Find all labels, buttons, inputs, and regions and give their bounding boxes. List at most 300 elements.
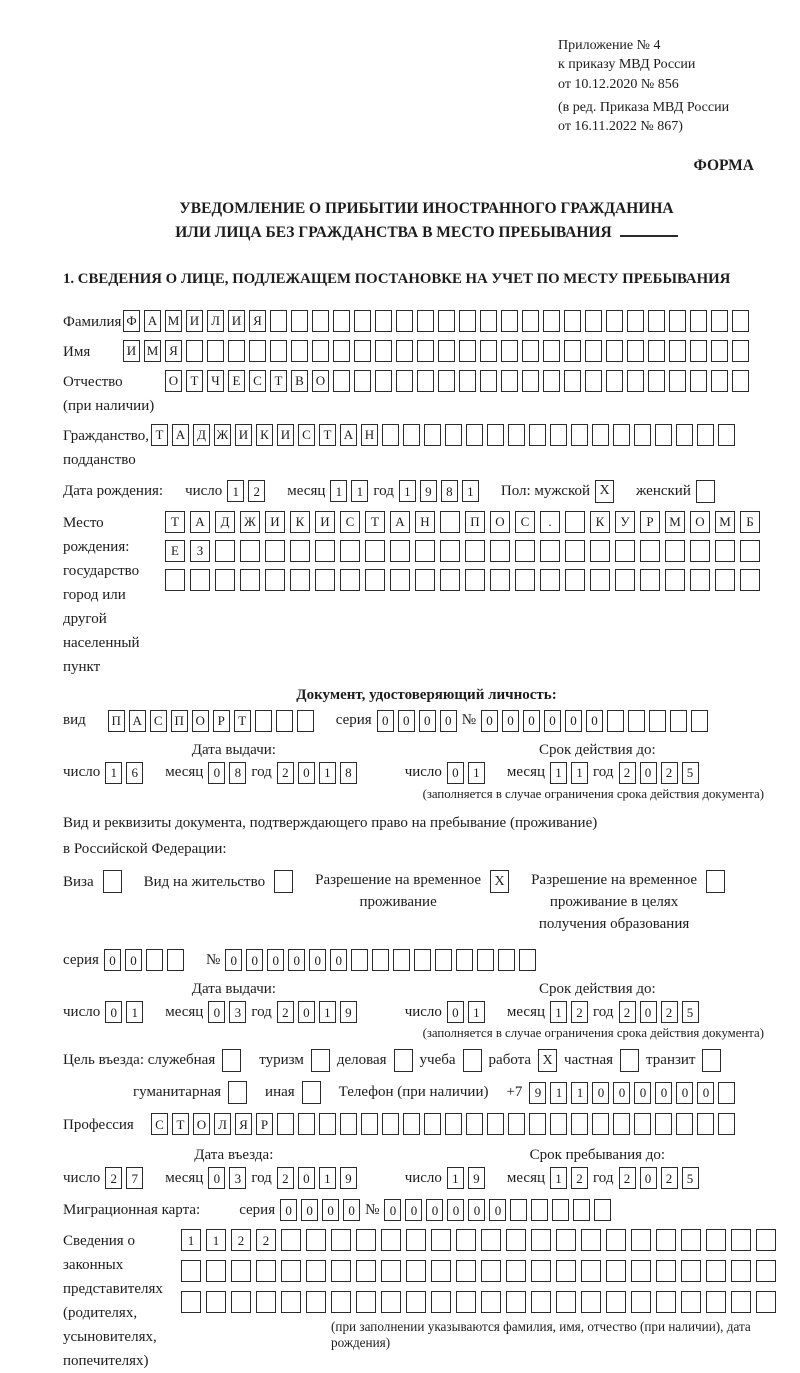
char-cell[interactable]: 9 [340,1167,357,1189]
char-cell[interactable]: И [235,424,252,446]
char-cell[interactable] [501,370,518,392]
char-cell[interactable]: 0 [565,710,582,732]
char-cell[interactable] [215,540,235,562]
char-cell[interactable]: Я [249,310,266,332]
char-cell[interactable] [648,370,665,392]
char-cell[interactable]: 0 [225,949,242,971]
char-cell[interactable]: 0 [105,1001,122,1023]
char-cell[interactable] [459,310,476,332]
char-cell[interactable]: О [312,370,329,392]
char-cell[interactable] [396,340,413,362]
char-cell[interactable] [459,370,476,392]
char-cell[interactable] [365,540,385,562]
char-cell[interactable]: 6 [126,762,143,784]
char-cell[interactable] [265,569,285,591]
char-cell[interactable] [515,569,535,591]
char-cell[interactable] [732,370,749,392]
char-cell[interactable] [606,1291,626,1313]
char-cell[interactable] [585,310,602,332]
char-cell[interactable]: 1 [550,1001,567,1023]
char-cell[interactable] [365,569,385,591]
char-cell[interactable]: 0 [640,1001,657,1023]
char-cell[interactable] [276,710,293,732]
char-cell[interactable] [665,540,685,562]
char-cell[interactable] [731,1291,751,1313]
char-cell[interactable]: 9 [340,1001,357,1023]
char-cell[interactable] [640,569,660,591]
char-cell[interactable]: 0 [419,710,436,732]
char-cell[interactable] [506,1291,526,1313]
char-cell[interactable] [240,540,260,562]
char-cell[interactable] [565,511,585,533]
char-cell[interactable] [396,370,413,392]
char-cell[interactable]: 1 [468,1001,485,1023]
char-cell[interactable] [556,1229,576,1251]
char-cell[interactable] [706,1291,726,1313]
char-cell[interactable]: 0 [634,1082,651,1104]
char-cell[interactable]: 1 [206,1229,226,1251]
char-cell[interactable] [510,1199,527,1221]
char-cell[interactable] [466,424,483,446]
char-cell[interactable] [445,424,462,446]
char-cell[interactable] [715,569,735,591]
char-cell[interactable]: 0 [288,949,305,971]
char-cell[interactable] [706,1260,726,1282]
char-cell[interactable] [556,1260,576,1282]
char-cell[interactable] [543,340,560,362]
char-cell[interactable] [297,710,314,732]
char-cell[interactable]: 2 [571,1167,588,1189]
char-cell[interactable]: 2 [231,1229,251,1251]
char-cell[interactable]: И [265,511,285,533]
char-cell[interactable] [756,1229,776,1251]
char-cell[interactable] [281,1291,301,1313]
char-cell[interactable]: К [590,511,610,533]
char-cell[interactable] [356,1229,376,1251]
char-cell[interactable]: О [490,511,510,533]
char-cell[interactable] [656,1229,676,1251]
char-cell[interactable]: 8 [340,762,357,784]
char-cell[interactable] [340,1113,357,1135]
char-cell[interactable] [277,1113,294,1135]
char-cell[interactable] [681,1260,701,1282]
char-cell[interactable] [390,569,410,591]
char-cell[interactable] [333,370,350,392]
char-cell[interactable] [540,569,560,591]
char-cell[interactable]: С [249,370,266,392]
char-cell[interactable]: 2 [248,480,265,502]
char-cell[interactable]: Р [640,511,660,533]
char-cell[interactable] [406,1291,426,1313]
char-cell[interactable] [697,424,714,446]
char-cell[interactable]: 0 [655,1082,672,1104]
char-cell[interactable] [281,1229,301,1251]
char-cell[interactable] [438,370,455,392]
char-cell[interactable] [340,569,360,591]
char-cell[interactable] [522,340,539,362]
char-cell[interactable] [440,511,460,533]
char-cell[interactable] [681,1229,701,1251]
char-cell[interactable]: 2 [661,762,678,784]
char-cell[interactable] [331,1260,351,1282]
char-cell[interactable] [631,1260,651,1282]
char-cell[interactable] [670,710,687,732]
char-cell[interactable]: О [193,1113,210,1135]
char-cell[interactable]: 9 [468,1167,485,1189]
char-cell[interactable] [393,949,410,971]
char-cell[interactable] [375,340,392,362]
char-cell[interactable]: П [171,710,188,732]
char-cell[interactable] [312,340,329,362]
char-cell[interactable] [740,569,760,591]
char-cell[interactable]: С [151,1113,168,1135]
char-cell[interactable]: Т [165,511,185,533]
char-cell[interactable] [381,1260,401,1282]
char-cell[interactable] [438,340,455,362]
char-cell[interactable]: 0 [301,1199,318,1221]
char-cell[interactable] [573,1199,590,1221]
char-cell[interactable] [465,569,485,591]
char-cell[interactable]: 0 [104,949,121,971]
char-cell[interactable] [228,340,245,362]
char-cell[interactable] [732,310,749,332]
char-cell[interactable] [606,370,623,392]
char-cell[interactable] [456,1229,476,1251]
char-cell[interactable] [706,1229,726,1251]
char-cell[interactable] [415,540,435,562]
char-cell[interactable] [406,1229,426,1251]
char-cell[interactable] [290,540,310,562]
char-cell[interactable]: 2 [277,1167,294,1189]
char-cell[interactable] [417,310,434,332]
char-cell[interactable]: 0 [298,762,315,784]
char-cell[interactable] [440,540,460,562]
char-cell[interactable]: 0 [343,1199,360,1221]
char-cell[interactable] [648,340,665,362]
char-cell[interactable] [403,1113,420,1135]
char-cell[interactable] [607,710,624,732]
char-cell[interactable]: Е [228,370,245,392]
char-cell[interactable]: С [340,511,360,533]
char-cell[interactable] [627,370,644,392]
char-cell[interactable] [372,949,389,971]
char-cell[interactable]: А [390,511,410,533]
char-cell[interactable] [690,370,707,392]
temporary-residence-education-checkbox[interactable] [706,870,725,893]
char-cell[interactable] [531,1199,548,1221]
purpose-gumanitarnaya-checkbox[interactable] [228,1081,247,1104]
char-cell[interactable] [256,1260,276,1282]
char-cell[interactable] [565,540,585,562]
char-cell[interactable]: 0 [523,710,540,732]
purpose-chastnaya-checkbox[interactable] [620,1049,639,1072]
char-cell[interactable] [459,340,476,362]
char-cell[interactable]: Ж [240,511,260,533]
char-cell[interactable]: 0 [447,762,464,784]
char-cell[interactable]: 9 [529,1082,546,1104]
purpose-rabota-checkbox[interactable]: X [538,1049,557,1072]
char-cell[interactable] [270,310,287,332]
char-cell[interactable]: С [150,710,167,732]
char-cell[interactable] [669,370,686,392]
char-cell[interactable] [361,1113,378,1135]
char-cell[interactable] [255,710,272,732]
char-cell[interactable]: 1 [105,762,122,784]
char-cell[interactable] [697,1113,714,1135]
char-cell[interactable] [456,1291,476,1313]
char-cell[interactable] [656,1260,676,1282]
char-cell[interactable] [481,1260,501,1282]
char-cell[interactable]: 0 [544,710,561,732]
char-cell[interactable] [690,340,707,362]
char-cell[interactable] [519,949,536,971]
char-cell[interactable] [501,310,518,332]
char-cell[interactable] [718,1113,735,1135]
char-cell[interactable] [333,310,350,332]
char-cell[interactable] [681,1291,701,1313]
char-cell[interactable] [590,569,610,591]
char-cell[interactable] [403,424,420,446]
char-cell[interactable]: 0 [640,1167,657,1189]
residence-permit-checkbox[interactable] [274,870,293,893]
char-cell[interactable] [581,1260,601,1282]
char-cell[interactable]: 2 [256,1229,276,1251]
temporary-residence-checkbox[interactable]: X [490,870,509,893]
char-cell[interactable] [480,340,497,362]
char-cell[interactable]: М [665,511,685,533]
char-cell[interactable] [508,1113,525,1135]
char-cell[interactable] [690,569,710,591]
char-cell[interactable] [465,540,485,562]
char-cell[interactable] [669,340,686,362]
char-cell[interactable]: М [715,511,735,533]
char-cell[interactable] [606,310,623,332]
char-cell[interactable] [581,1229,601,1251]
char-cell[interactable]: 2 [105,1167,122,1189]
char-cell[interactable] [490,540,510,562]
purpose-tranzit-checkbox[interactable] [702,1049,721,1072]
char-cell[interactable]: 0 [384,1199,401,1221]
char-cell[interactable]: Н [361,424,378,446]
char-cell[interactable] [628,710,645,732]
char-cell[interactable]: Р [213,710,230,732]
char-cell[interactable] [690,540,710,562]
char-cell[interactable] [381,1229,401,1251]
char-cell[interactable] [529,1113,546,1135]
char-cell[interactable] [690,310,707,332]
char-cell[interactable] [756,1260,776,1282]
char-cell[interactable]: Ч [207,370,224,392]
char-cell[interactable] [556,1291,576,1313]
char-cell[interactable]: 0 [398,710,415,732]
char-cell[interactable]: А [190,511,210,533]
char-cell[interactable]: 2 [619,762,636,784]
char-cell[interactable]: Л [207,310,224,332]
char-cell[interactable]: 7 [126,1167,143,1189]
char-cell[interactable] [165,569,185,591]
char-cell[interactable]: Н [415,511,435,533]
char-cell[interactable] [606,340,623,362]
char-cell[interactable] [531,1229,551,1251]
char-cell[interactable]: 1 [319,762,336,784]
char-cell[interactable]: 0 [208,1167,225,1189]
char-cell[interactable]: 0 [502,710,519,732]
char-cell[interactable] [490,569,510,591]
char-cell[interactable] [501,340,518,362]
char-cell[interactable] [424,1113,441,1135]
char-cell[interactable] [594,1199,611,1221]
char-cell[interactable] [615,540,635,562]
char-cell[interactable]: И [277,424,294,446]
char-cell[interactable] [515,540,535,562]
char-cell[interactable] [592,424,609,446]
char-cell[interactable]: С [515,511,535,533]
char-cell[interactable] [256,1291,276,1313]
char-cell[interactable] [354,370,371,392]
char-cell[interactable]: 1 [447,1167,464,1189]
char-cell[interactable]: 0 [676,1082,693,1104]
char-cell[interactable] [613,1113,630,1135]
char-cell[interactable]: 0 [468,1199,485,1221]
char-cell[interactable] [186,340,203,362]
char-cell[interactable] [665,569,685,591]
char-cell[interactable]: 2 [619,1001,636,1023]
char-cell[interactable]: 0 [405,1199,422,1221]
char-cell[interactable]: У [615,511,635,533]
char-cell[interactable] [382,424,399,446]
char-cell[interactable] [480,310,497,332]
char-cell[interactable] [206,1291,226,1313]
char-cell[interactable] [564,340,581,362]
purpose-turizm-checkbox[interactable] [311,1049,330,1072]
char-cell[interactable]: 0 [489,1199,506,1221]
char-cell[interactable] [655,1113,672,1135]
char-cell[interactable] [390,540,410,562]
char-cell[interactable] [655,424,672,446]
char-cell[interactable] [291,340,308,362]
char-cell[interactable] [181,1260,201,1282]
char-cell[interactable]: 5 [682,762,699,784]
char-cell[interactable] [627,310,644,332]
char-cell[interactable]: 0 [298,1167,315,1189]
char-cell[interactable]: Б [740,511,760,533]
char-cell[interactable]: 0 [208,762,225,784]
char-cell[interactable]: С [298,424,315,446]
char-cell[interactable]: 0 [330,949,347,971]
char-cell[interactable]: 0 [640,762,657,784]
char-cell[interactable] [669,310,686,332]
char-cell[interactable]: 0 [246,949,263,971]
char-cell[interactable] [581,1291,601,1313]
char-cell[interactable]: 0 [298,1001,315,1023]
char-cell[interactable] [315,540,335,562]
char-cell[interactable]: 0 [586,710,603,732]
char-cell[interactable]: 9 [420,480,437,502]
char-cell[interactable] [648,310,665,332]
char-cell[interactable] [456,1260,476,1282]
char-cell[interactable]: 0 [592,1082,609,1104]
char-cell[interactable] [415,569,435,591]
char-cell[interactable] [711,370,728,392]
char-cell[interactable]: 2 [571,1001,588,1023]
char-cell[interactable] [543,370,560,392]
char-cell[interactable]: 2 [661,1001,678,1023]
char-cell[interactable] [431,1260,451,1282]
char-cell[interactable] [522,370,539,392]
char-cell[interactable] [529,424,546,446]
char-cell[interactable] [414,949,431,971]
char-cell[interactable] [306,1260,326,1282]
char-cell[interactable] [606,1229,626,1251]
char-cell[interactable] [731,1229,751,1251]
char-cell[interactable]: 0 [426,1199,443,1221]
char-cell[interactable] [290,569,310,591]
char-cell[interactable] [543,310,560,332]
char-cell[interactable] [306,1291,326,1313]
char-cell[interactable]: Т [172,1113,189,1135]
char-cell[interactable] [356,1260,376,1282]
char-cell[interactable] [431,1291,451,1313]
purpose-sluzhebnaya-checkbox[interactable] [222,1049,241,1072]
char-cell[interactable]: 1 [399,480,416,502]
sex-female-checkbox[interactable] [696,480,715,503]
char-cell[interactable]: 0 [322,1199,339,1221]
char-cell[interactable]: В [291,370,308,392]
char-cell[interactable] [531,1291,551,1313]
char-cell[interactable]: 1 [571,762,588,784]
char-cell[interactable] [351,949,368,971]
char-cell[interactable] [375,310,392,332]
char-cell[interactable] [631,1229,651,1251]
char-cell[interactable]: Я [165,340,182,362]
char-cell[interactable] [715,540,735,562]
char-cell[interactable] [315,569,335,591]
char-cell[interactable]: Т [365,511,385,533]
char-cell[interactable]: Я [235,1113,252,1135]
char-cell[interactable] [731,1260,751,1282]
char-cell[interactable]: 1 [550,1167,567,1189]
char-cell[interactable] [249,340,266,362]
purpose-delovaya-checkbox[interactable] [394,1049,413,1072]
char-cell[interactable] [291,310,308,332]
char-cell[interactable]: 1 [550,1082,567,1104]
char-cell[interactable] [417,370,434,392]
char-cell[interactable] [627,340,644,362]
char-cell[interactable] [381,1291,401,1313]
char-cell[interactable]: П [108,710,125,732]
char-cell[interactable]: 0 [447,1001,464,1023]
char-cell[interactable] [206,1260,226,1282]
char-cell[interactable] [340,540,360,562]
char-cell[interactable] [564,310,581,332]
char-cell[interactable]: Т [319,424,336,446]
char-cell[interactable]: 8 [229,762,246,784]
char-cell[interactable] [585,370,602,392]
char-cell[interactable]: 0 [440,710,457,732]
char-cell[interactable] [354,310,371,332]
char-cell[interactable]: М [144,340,161,362]
char-cell[interactable] [190,569,210,591]
char-cell[interactable] [354,340,371,362]
char-cell[interactable]: 5 [682,1167,699,1189]
char-cell[interactable] [740,540,760,562]
char-cell[interactable] [440,569,460,591]
char-cell[interactable]: 1 [319,1001,336,1023]
char-cell[interactable] [438,310,455,332]
char-cell[interactable] [431,1229,451,1251]
visa-checkbox[interactable] [103,870,122,893]
char-cell[interactable] [606,1260,626,1282]
